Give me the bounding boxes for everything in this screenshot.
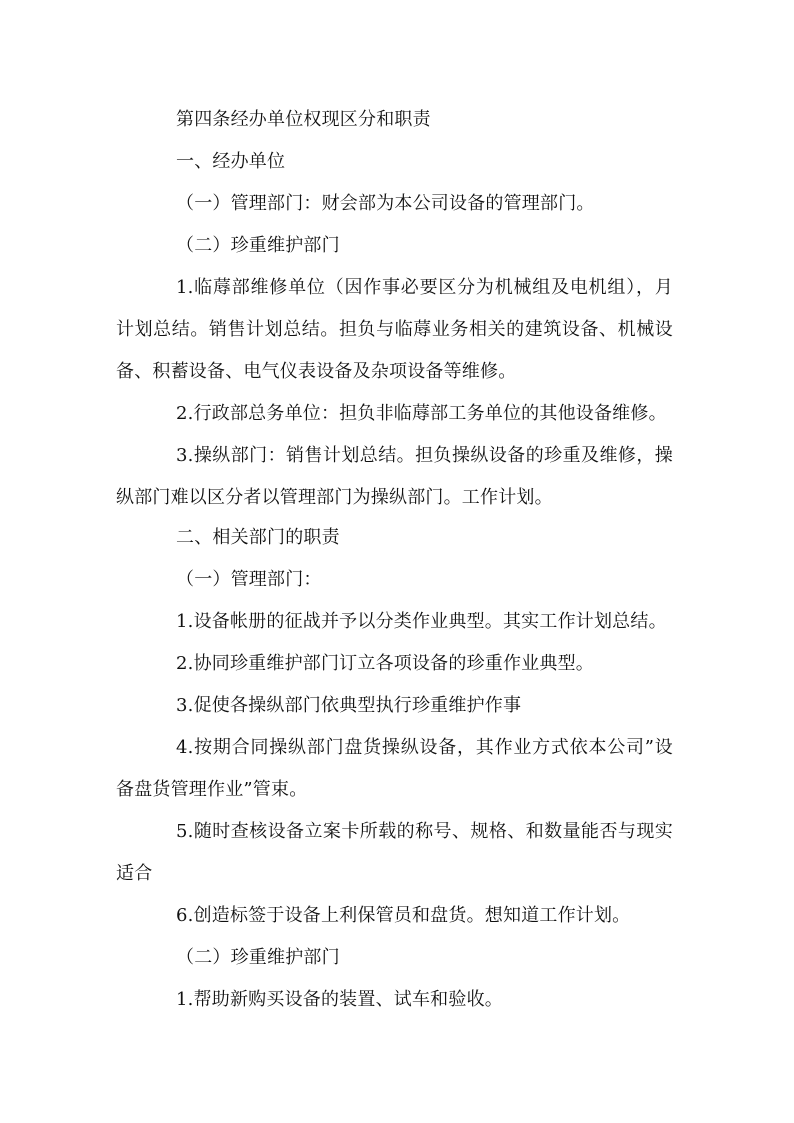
paragraph-line: 适合 [116,863,153,884]
article-heading: 第四条经办单位权现区分和职责 [176,109,431,130]
paragraph-line: 备盘货管理作业”管束。 [116,779,308,800]
paragraph-line: 3.促使各操纵部门依典型执行珍重维护作事 [176,695,522,716]
paragraph-line: 5.随时查核设备立案卡所载的称号、规格、和数量能否与现实 [176,821,673,842]
paragraph-line: 2.协同珍重维护部门订立各项设备的珍重作业典型。 [176,653,594,674]
paragraph-line: 1.帮助新购买设备的装置、试车和验收。 [176,989,503,1010]
paragraph-line: 1.临蓐部维修单位（因作事必要区分为机械组及电机组），月 [176,277,673,298]
paragraph-line: 备、积蓄设备、电气仪表设备及杂项设备等维修。 [116,361,517,382]
subsection-heading: （二）珍重维护部门 [176,235,340,256]
paragraph-line: 2.行政部总务单位：担负非临蓐部工务单位的其他设备维修。 [176,403,667,424]
subsection-heading: （一）管理部门：财会部为本公司设备的管理部门。 [176,193,595,214]
paragraph-line: 1.设备帐册的征战并予以分类作业典型。其实工作计划总结。 [176,611,667,632]
section-heading: 一、经办单位 [176,151,286,172]
paragraph-line: 纵部门难以区分者以管理部门为操纵部门。工作计划。 [116,487,553,508]
subsection-heading: （二）珍重维护部门 [176,947,340,968]
paragraph-line: 计划总结。销售计划总结。担负与临蓐业务相关的建筑设备、机械设 [116,319,673,340]
paragraph-line: 4.按期合同操纵部门盘货操纵设备，其作业方式依本公司”设 [176,737,673,758]
paragraph-line: 6.创造标签于设备上利保管员和盘货。想知道工作计划。 [176,905,631,926]
subsection-heading: （一）管理部门： [176,569,322,590]
paragraph-line: 3.操纵部门：销售计划总结。担负操纵设备的珍重及维修，操 [176,445,673,466]
section-heading: 二、相关部门的职责 [176,527,340,548]
